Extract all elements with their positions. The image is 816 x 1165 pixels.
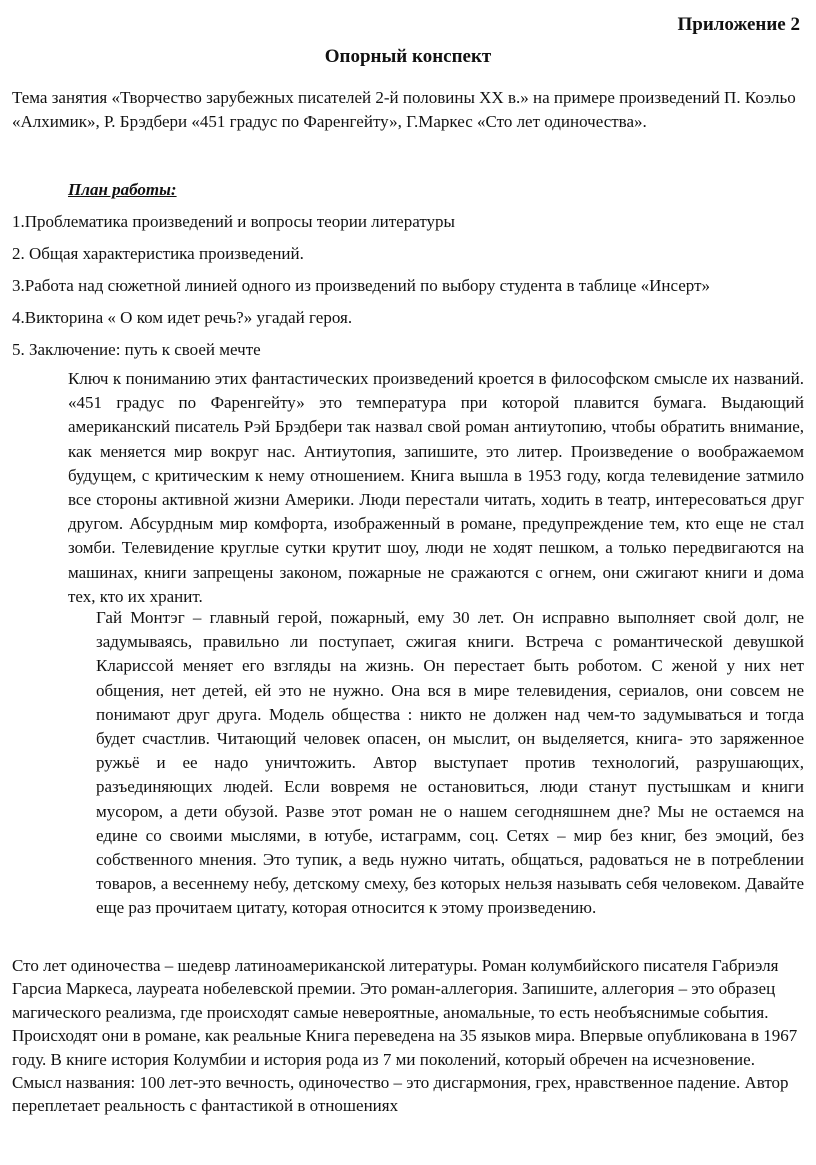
- plan-item-4: 4.Викторина « О ком идет речь?» угадай героя.: [12, 308, 353, 327]
- plan-item-3: 3.Работа над сюжетной линией одного из произведений по выбору студента в таблице «Инсерт»: [12, 276, 711, 295]
- paragraph-montag: Гай Монтэг – главный герой, пожарный, ему 30 лет. Он исправно выполняет свой долг, не задумываясь, правильно ли поступает, сжигая книги. Встреча с романтической девушкой Клариссой меняет его взгляды на жизнь. Он перестает быть роботом. С женой у них нет общения, нет детей, ей это не нужно. Она вся в мире телевидения, сериалов, они совсем не понимают друг друга. Модель общества : никто не должен над чем-то задумываться и тогда будет счастлив. Читающий человек опасен, он мыслит, он выделяется, книга- это заряженное ружьё и ее надо уничтожить. Автор выступает против технологий, разрушающих, разъединяющих людей. Если вовремя не остановиться, люди станут пустышкам и книги мусором, а дети обузой. Разве этот роман не о нашем сегодняшнем дне? Мы не остаемся на едине со своими мыслями, в ютубе, истаграмм, соц. Сетях – мир без книг, без эмоций, без собственного мнения. Это тупик, а ведь нужно читать, общаться, радоваться не в потреблении товаров, а весеннему небу, детскому смеху, без которых нельзя называть себя человеком. Давайте еще раз прочитаем цитату, которая относится к этому произведению.: [96, 608, 804, 918]
- paragraph-bradbury-intro: Ключ к пониманию этих фантастических произведений кроется в философском смысле их названий. «451 градус по Фаренгейту» это температура при которой плавится бумага. Выдающий американский писатель Рэй Брэдбери так назвал свой роман антиутопию, чтобы обратить внимание, как меняется мир вокруг нас. Антиутопия, запишите, это литер. Произведение о воображаемом будущем, с критическим к нему отношением. Книга вышла в 1953 году, когда телевидение затмило все стороны активной жизни Америки. Люди перестали читать, ходить в театр, интересоваться друг другом. Абсурдным мир комфорта, изображенный в романе, предупреждение тем, кто еще не стал зомби. Телевидение круглые сутки крутит шоу, люди не ходят пешком, а только передвигаются на машинах, книги запрещены законом, пожарные не сражаются с огнем, они сжигают книги и дома тех, кто их хранит.: [68, 369, 804, 606]
- plan-heading: План работы:: [68, 180, 177, 199]
- plan-item-5: 5. Заключение: путь к своей мечте: [12, 340, 261, 359]
- plan-item-1: 1.Проблематика произведений и вопросы теории литературы: [12, 212, 455, 231]
- lesson-topic: Тема занятия «Творчество зарубежных писателей 2-й половины XX в.» на примере произведений П. Коэльо «Алхимик», Р. Брэдбери «451 градус по Фаренгейту», Г.Маркес «Сто лет одиночества».: [12, 88, 796, 131]
- document-title: Опорный конспект: [324, 46, 492, 67]
- plan-list: [12, 210, 804, 370]
- paragraph-marquez: Сто лет одиночества – шедевр латиноамериканской литературы. Роман колумбийского писателя Габриэля Гарсиа Маркеса, лауреата нобелевской премии. Это роман-аллегория. Запишите, аллегория – это образец магического реализма, где происходят самые невероятные, аномальные, то есть необъяснимые события. Происходят они в романе, как реальные Книга переведена на 35 языков мира. Впервые опубликована в 1967 году. В книге история Колумбии и история рода из 7 ми поколений, который обречен на исчезновение. Смысл названия: 100 лет-это вечность, одиночество – это дисгармония, грех, нравственное падение. Автор переплетает реальность с фантастикой в отношениях: [12, 956, 798, 1116]
- appendix-label: Приложение 2: [677, 14, 800, 35]
- plan-item-2: 2. Общая характеристика произведений.: [12, 244, 304, 263]
